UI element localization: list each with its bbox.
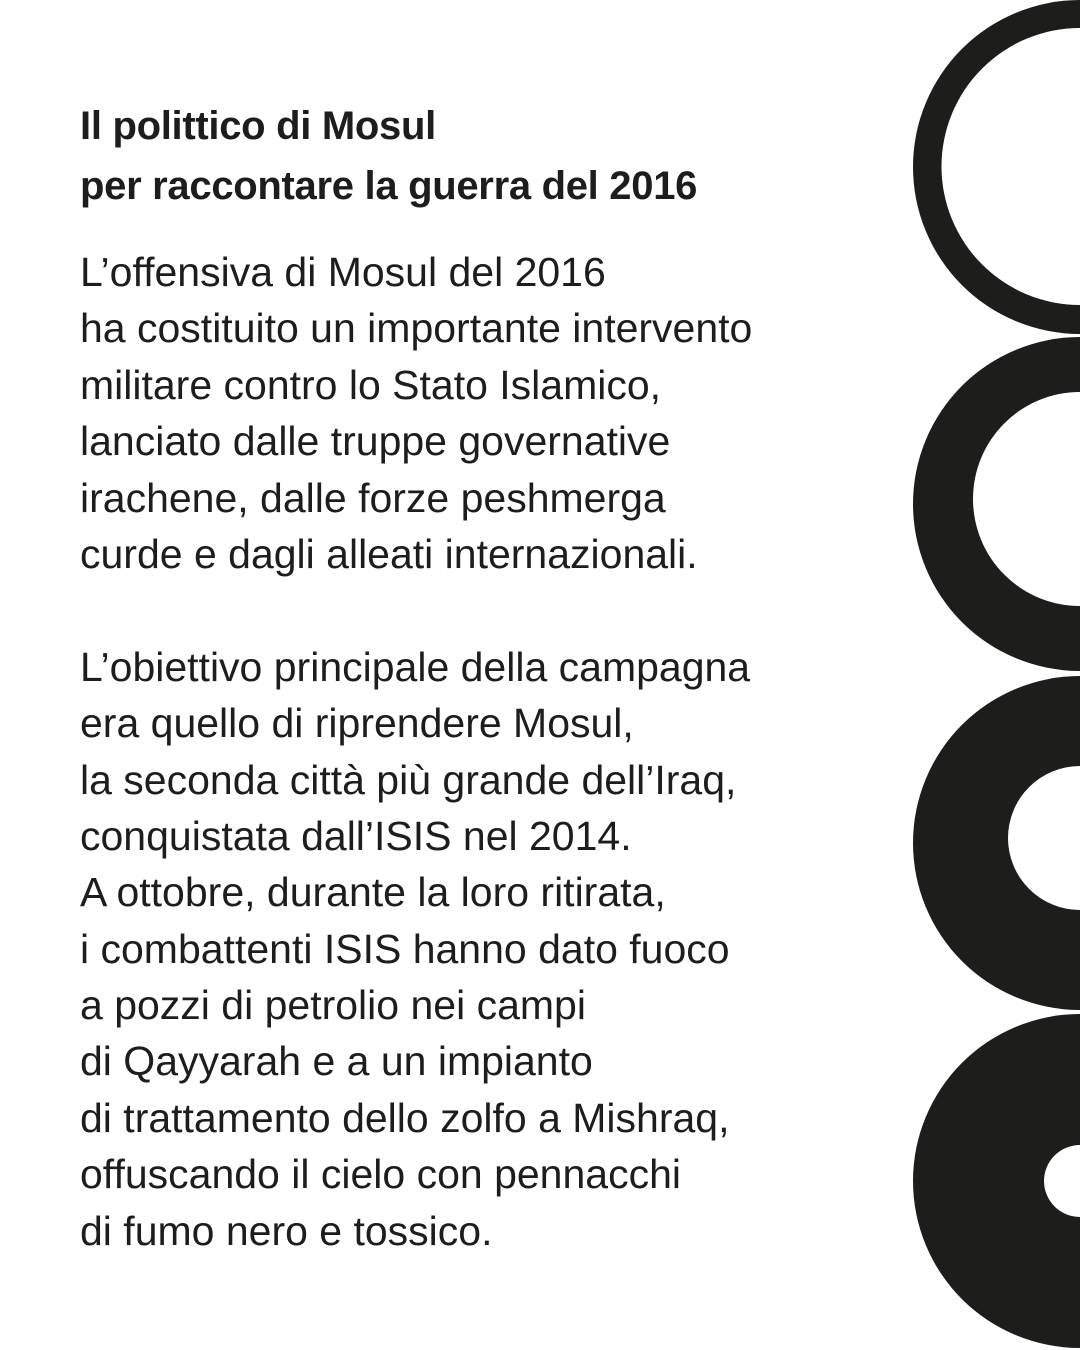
text-line: offuscando il cielo con pennacchi (80, 1151, 681, 1198)
text-line: ha costituito un importante intervento (80, 305, 753, 352)
text-line: A ottobre, durante la loro ritirata, (80, 869, 666, 916)
text-line: a pozzi di petrolio nei campi (80, 982, 586, 1029)
title-line-2: per raccontare la guerra del 2016 (80, 164, 698, 208)
paragraph-2 (80, 639, 752, 1259)
text-line: di trattamento dello zolfo a Mishraq, (80, 1094, 730, 1141)
ring-4-shape (913, 1014, 1080, 1348)
text-line: militare contro lo Stato Islamico, (80, 361, 662, 408)
text-line: era quello di riprendere Mosul, (80, 700, 634, 747)
text-line: L’obiettivo principale della campagna (80, 643, 751, 690)
text-line: la seconda città più grande dell’Iraq, (80, 756, 737, 803)
ring-3-shape (913, 676, 1080, 1010)
text-line: lanciato dalle truppe governative (80, 418, 671, 465)
ring-2-shape (913, 337, 1080, 671)
paragraph-1 (80, 244, 752, 582)
page-title (80, 96, 697, 216)
text-line: irachene, dalle forze peshmerga (80, 474, 666, 521)
text-line: conquistata dall’ISIS nel 2014. (80, 812, 632, 859)
text-line: curde e dagli alleati internazionali. (80, 530, 698, 577)
text-line: di Qayyarah e a un impianto (80, 1038, 593, 1085)
article-body (80, 244, 752, 1259)
title-line-1: Il polittico di Mosul (80, 104, 436, 148)
ring-1-shape (913, 0, 1080, 334)
text-line: L’offensiva di Mosul del 2016 (80, 249, 606, 295)
paragraph-spacer (80, 582, 752, 638)
text-line: di fumo nero e tossico. (80, 1207, 493, 1254)
text-line: i combattenti ISIS hanno dato fuoco (80, 925, 730, 972)
